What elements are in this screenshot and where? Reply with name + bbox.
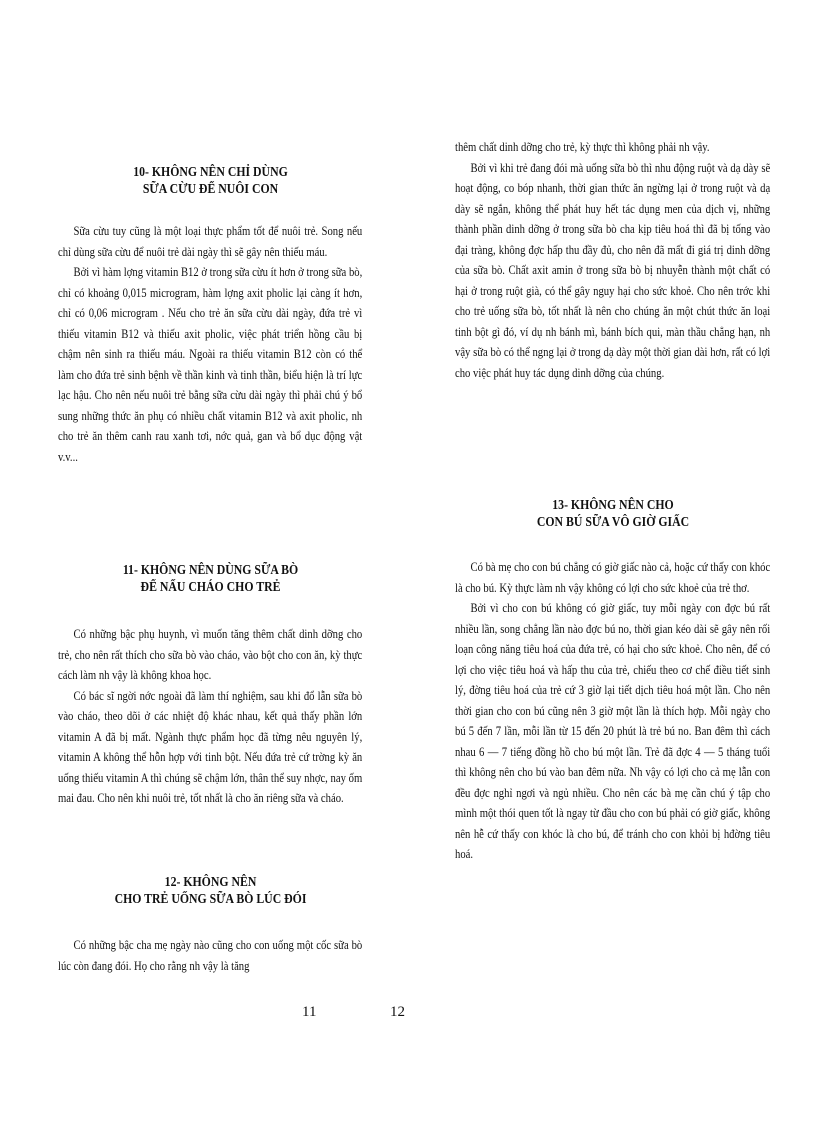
section-13 (455, 496, 771, 530)
section-12-title-line2: CHO TRẺ UỐNG SỮA BÒ LÚC ĐÓI (114, 891, 307, 906)
paragraph: Có bác sĩ ngời nớc ngoài đã làm thí nghiệm, sau khi đổ lẫn sữa bò vào cháo, theo dõi ở các nhiệt độ khác nhau, kết quả thấy phần lớn vitamin A đã bị mất. Ngành thực phẩm học đã từng nêu nguyên lý, vitamin A không thể hỗn hợp với tinh bột. Nếu đứa trẻ cứ trờng kỳ ăn uống thiếu vitamin A thì chúng sẽ chậm lớn, thân thể suy nhợc, nay ốm mai đau. Cho nên khi nuôi trẻ, tốt nhất là cho ăn riêng sữa và cháo. (58, 688, 363, 805)
section-13-body (455, 557, 771, 865)
section-12 (58, 873, 363, 907)
section-10-title-line2: SỮA CỪU ĐỂ NUÔI CON (142, 181, 279, 196)
paragraph: Sữa cừu tuy cũng là một loại thực phẩm tốt để nuôi trẻ. Song nếu chỉ dùng sữa cừu để nuôi trẻ dài ngày thì sẽ gây nên thiếu máu. (58, 224, 363, 259)
section-11-title-line2: ĐỂ NẤU CHÁO CHO TRẺ (140, 579, 281, 594)
section-11 (58, 561, 363, 595)
section-10-title-line1: 10- KHÔNG NÊN CHỈ DÙNG (133, 164, 288, 179)
paragraph: Bởi vì cho con bú không có giờ giấc, tuy mỗi ngày con đợc bú rất nhiều lần, song chẳng lần nào đợc bú no, thời gian kéo dài sẽ gây nên rối loạn công năng tiêu hoá của đứa trẻ, có hại cho sức khoẻ. Cho nên, để có lợi cho việc tiêu hoá và hấp thu của trẻ, chiếu theo cơ chế điều tiết sinh lý, đờng tiêu hoá của trẻ cứ 3 giờ lại tiết dịch tiêu hoá một lần. Cho nên thời gian cho con bú cũng nên 3 giờ một lần là thích hợp. Mỗi ngày cho bú 5 đến 7 lần, mỗi lần từ 15 đến 20 phút là trẻ bú no. Ban đêm thì cách nhau 6 — 7 tiếng đồng hồ cho bú một lần. Trẻ đã đợc 4 — 5 tháng tuổi thì không nên cho bú vào ban đêm nữa. Nh vậy có lợi cho cả mẹ lẫn con đều đợc nghỉ ngơi và ngủ nhiều. Cho nên các bà mẹ cần chú ý tập cho mình một thói quen tốt là ngay từ đầu cho con bú phải có giờ giấc, không nên hễ cứ thấy con khóc là cho bú, để tránh cho con khỏi bị hđờng tiêu hoá. (455, 601, 771, 861)
paragraph: Có bà mẹ cho con bú chẳng có giờ giấc nào cả, hoặc cứ thấy con khóc là cho bú. Kỳ thực làm nh vậy không có lợi cho sức khoẻ của trẻ thơ. (455, 560, 771, 595)
section-12-title-line1: 12- KHÔNG NÊN (164, 874, 257, 889)
page-number-right: 12 (390, 1004, 405, 1020)
section-12-body (58, 935, 363, 976)
section-10 (58, 163, 363, 197)
section-12-continued (455, 137, 771, 383)
section-13-title-line2: CON BÚ SỮA VÔ GIỜ GIẤC (536, 514, 690, 529)
section-11-title-line1: 11- KHÔNG NÊN DÙNG SỮA BÒ (122, 562, 299, 577)
section-11-body (58, 624, 363, 809)
section-10-body (58, 221, 363, 467)
section-13-title-line1: 13- KHÔNG NÊN CHO (552, 497, 674, 512)
paragraph: Bởi vì khi trẻ đang đói mà uống sữa bò thì nhu động ruột và dạ dày sẽ hoạt động, co bóp nhanh, thời gian thức ăn ngừng lại ở trong ruột và dạ dày sẽ ngắn, không thể phát huy hết tác dụng men của dịch vị, những thành phần dinh dỡng ở trong sữa bò cha kịp tiêu hoá thì đã bị tống vào đại tràng, không đợc hấp thu đầy đủ, cho nên đã mất đi giá trị dinh dỡng của sữa bò. Chất axit amin ở trong sữa bò bị nhuyễn thành một chất có hại ở trong ruột già, có thể gây nguy hại cho sức khoẻ. Cho nên trớc khi cho trẻ uống sữa bò, tốt nhất là nên cho chúng ăn một chút thức ăn loại tinh bột gì đó, ví dụ nh bánh mì, bánh bích qui, màn thầu chẳng hạn, nh vậy sữa bò có thể ngng lại ở trong dạ dày một thời gian dài hơn, rất có lợi cho việc phát huy tác dụng dinh dỡng của chúng. (455, 160, 771, 380)
paragraph: Bởi vì hàm lợng vitamin B12 ở trong sữa cừu ít hơn ở trong sữa bò, chỉ có khoảng 0,015 microgram, hàm lợng axit pholic lại càng ít hơn, chỉ có 0,06 microgram . Nếu cho trẻ ăn sữa cừu dài ngày, đứa trẻ vì thiếu vitamin B12 và thiếu axit pholic, việc phát triển hồng cầu bị chậm nên sinh ra thiếu máu. Ngoài ra thiếu vitamin B12 còn có thể làm cho đứa trẻ sinh bệnh về thần kinh và tinh thần, biểu hiện là trí lực lạc hậu. Cho nên nếu nuôi trẻ bằng sữa cừu dài ngày thì phải chú ý bổ sung những thức ăn phụ có nhiều chất vitamin B12 và axit pholic, nh cho trẻ ăn thêm canh rau xanh tơi, nớc quả, gan và bổ dục động vật v.v... (58, 265, 363, 464)
paragraph: Có những bậc cha mẹ ngày nào cũng cho con uống một cốc sữa bò lúc còn đang đói. Họ cho rằng nh vậy là tăng (58, 938, 363, 973)
paragraph: thêm chất dinh dỡng cho trẻ, kỳ thực thì không phải nh vậy. (455, 140, 710, 154)
page-number-left: 11 (302, 1004, 317, 1020)
paragraph: Có những bậc phụ huynh, vì muốn tăng thêm chất dinh dỡng cho trẻ, cho nên rất thích cho sữa bò vào cháo, vào bột cho con ăn, kỳ thực cách làm nh vậy là không khoa học. (58, 627, 363, 682)
